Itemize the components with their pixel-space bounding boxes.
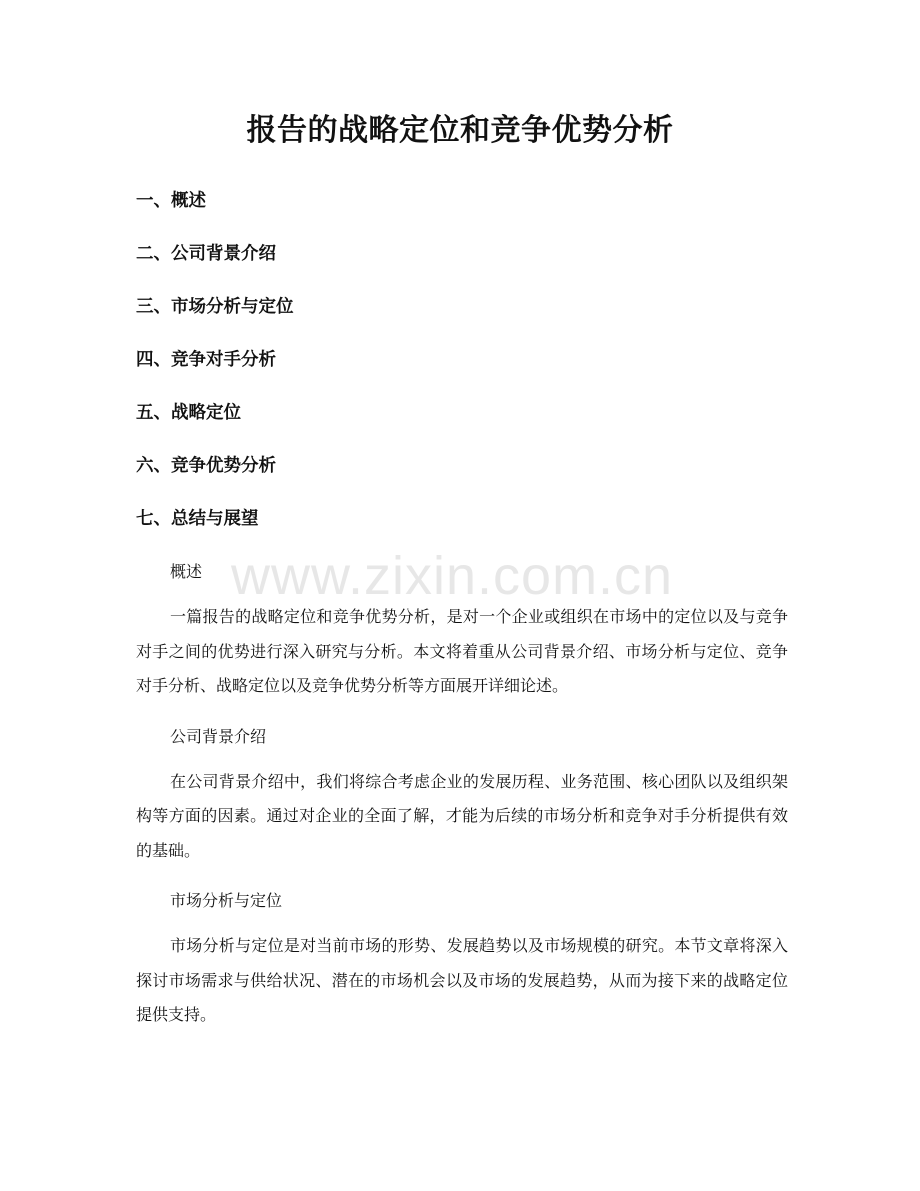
toc-item: 四、竞争对手分析 — [136, 350, 276, 370]
toc-item: 二、公司背景介绍 — [136, 244, 276, 264]
section-heading-market-analysis: 市场分析与定位 — [170, 891, 283, 910]
watermark: www.zixin.com.cn — [231, 546, 674, 606]
toc-item: 三、市场分析与定位 — [136, 297, 294, 317]
document-title: 报告的战略定位和竞争优势分析 — [246, 113, 674, 148]
section-heading-overview: 概述 — [170, 562, 203, 581]
toc-item: 一、概述 — [136, 191, 206, 211]
section-paragraph-company-background: 在公司背景介绍中，我们将综合考虑企业的发展历程、业务范围、核心团队以及组织架构等方面的因素。通过对企业的全面了解，才能为后续的市场分析和竞争对手分析提供有效的基础。 — [136, 771, 788, 860]
section-paragraph-overview: 一篇报告的战略定位和竞争优势分析，是对一个企业或组织在市场中的定位以及与竞争对手之间的优势进行深入研究与分析。本文将着重从公司背景介绍、市场分析与定位、竞争对手分析、战略定位以及竞争优势分析等方面展开详细论述。 — [136, 607, 788, 695]
table-of-contents — [136, 186, 836, 557]
section-paragraph-market-analysis: 市场分析与定位是对当前市场的形势、发展趋势以及市场规模的研究。本节文章将深入探讨市场需求与供给状况、潜在的市场机会以及市场的发展趋势，从而为接下来的战略定位提供支持。 — [136, 936, 788, 1024]
document-body — [136, 557, 788, 1051]
section-heading-company-background: 公司背景介绍 — [170, 726, 267, 746]
toc-item: 五、战略定位 — [136, 403, 241, 423]
toc-item: 七、总结与展望 — [136, 509, 259, 529]
toc-item: 六、竞争优势分析 — [136, 456, 276, 476]
